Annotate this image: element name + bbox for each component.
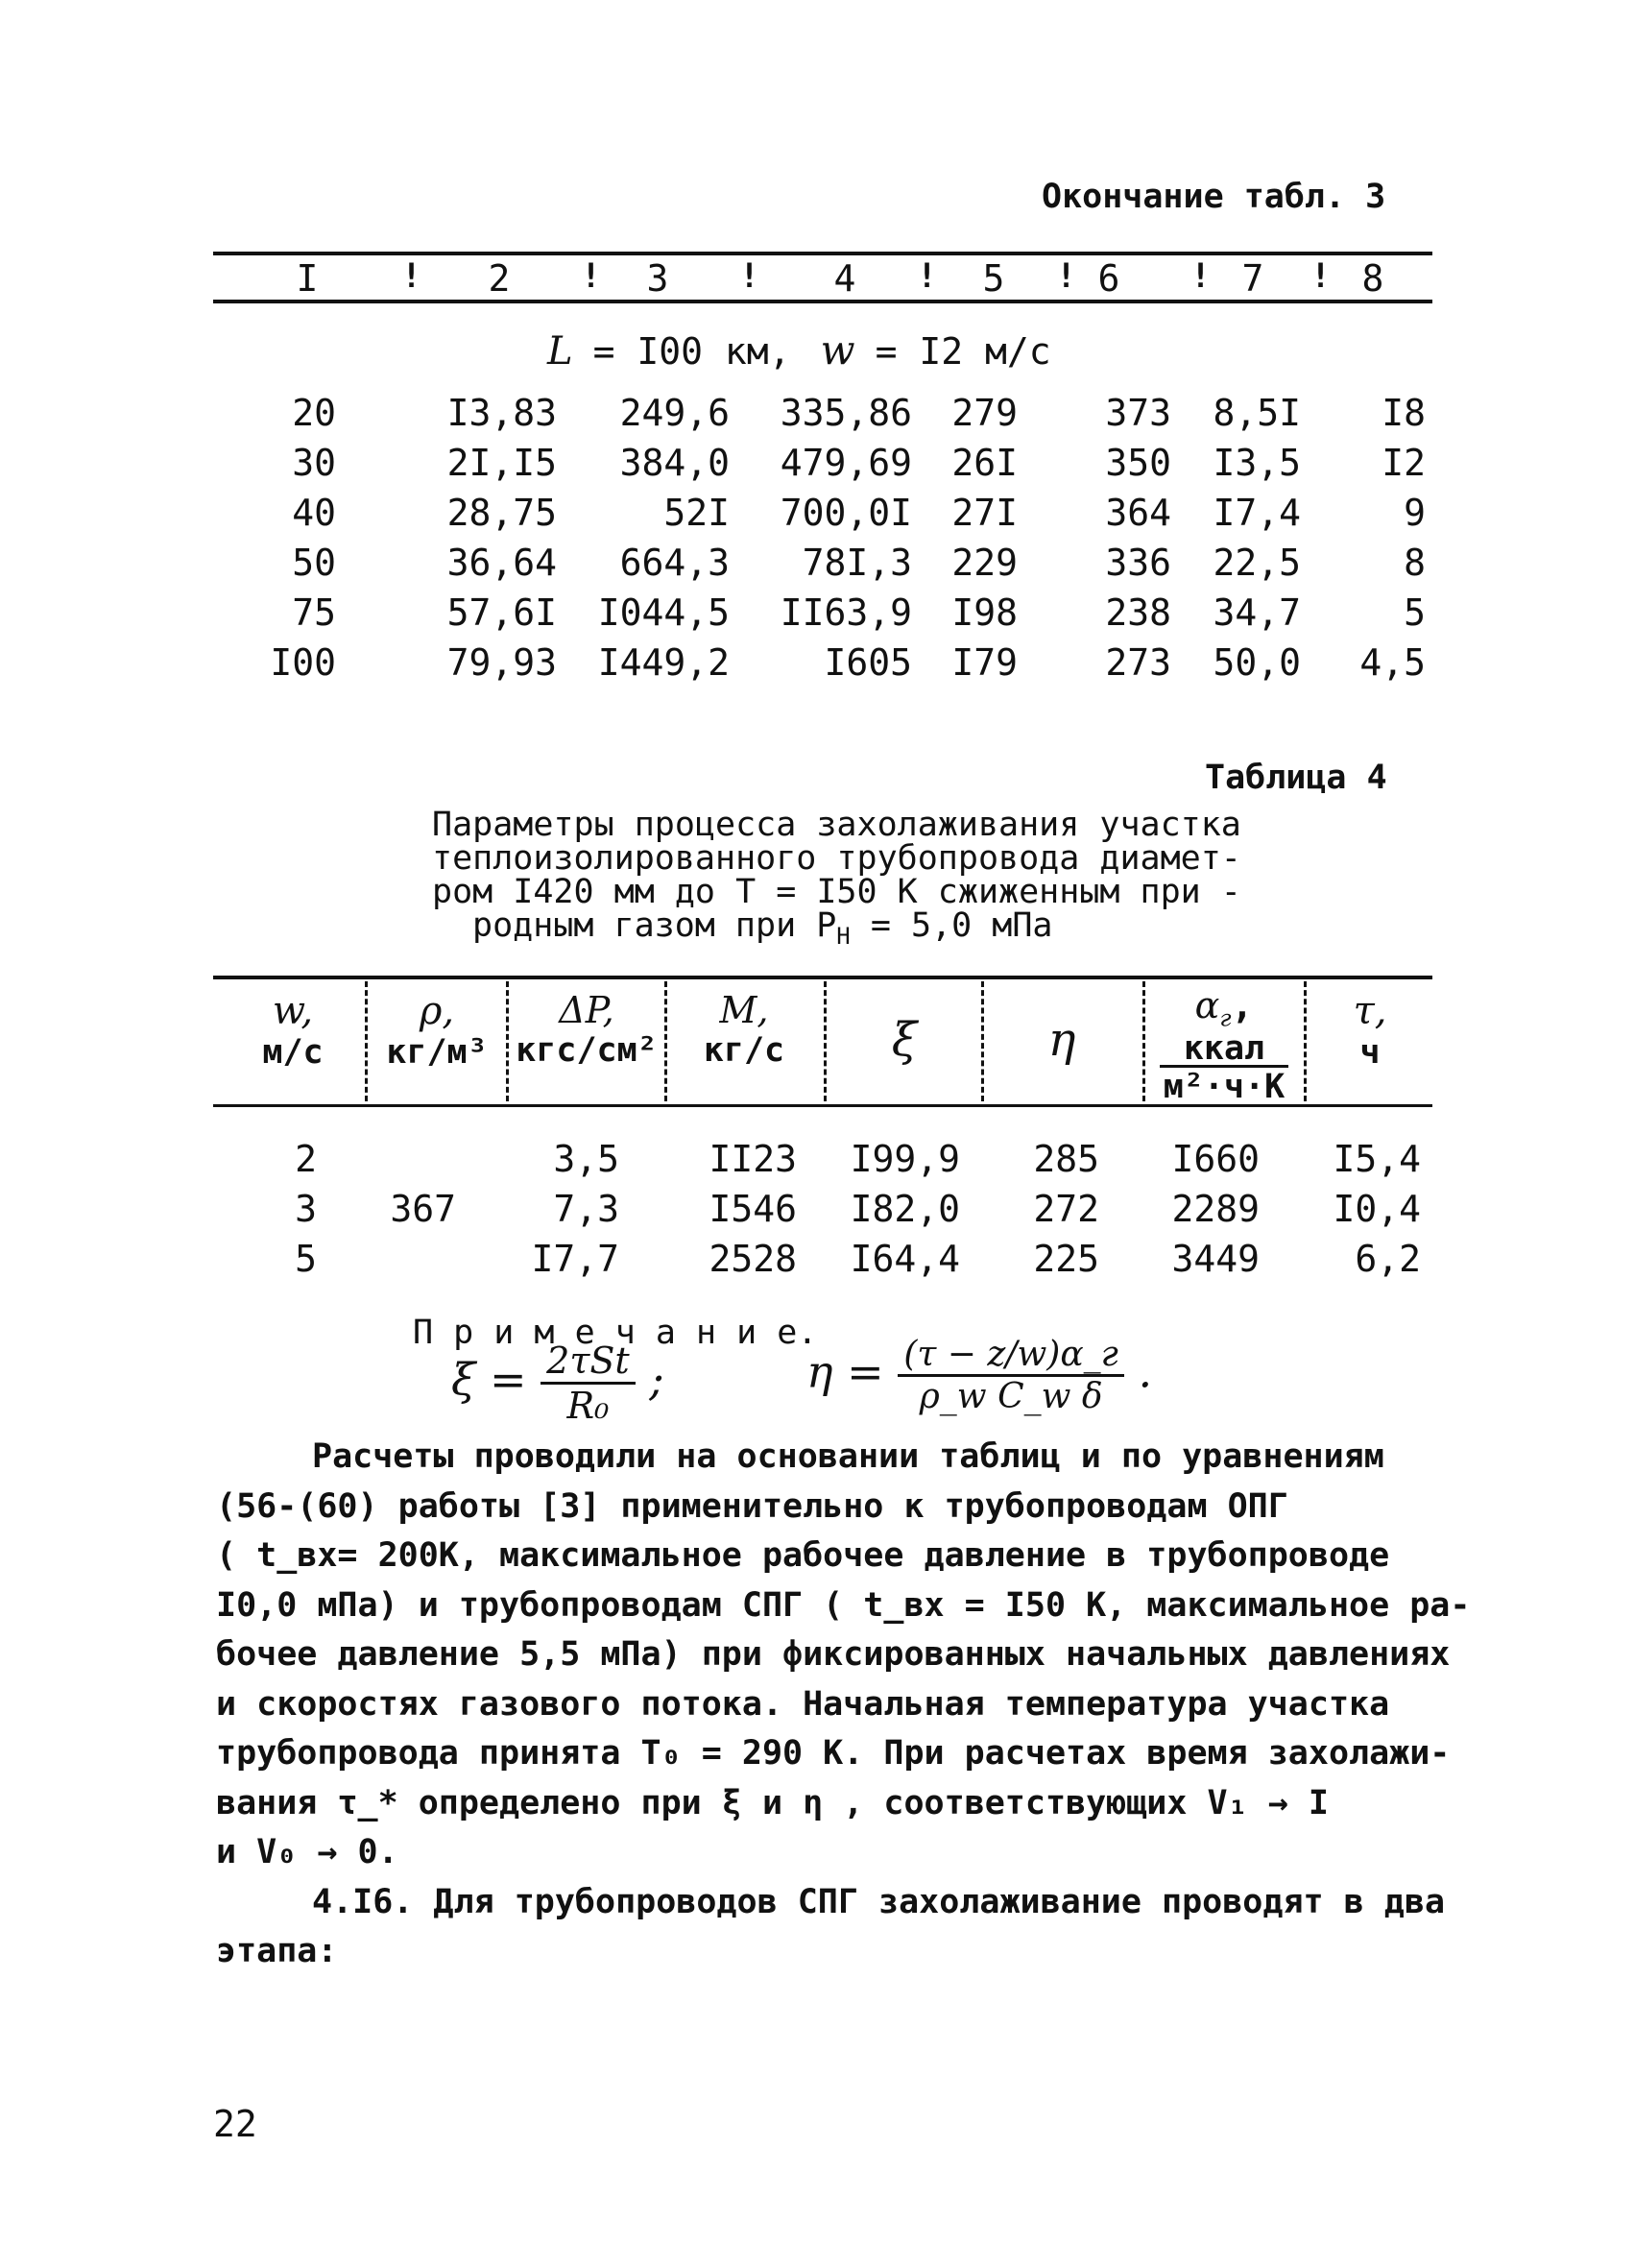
table3-cell: 335,86 bbox=[780, 392, 912, 434]
table3-top-rule bbox=[213, 252, 1432, 255]
table3-cell: 336 bbox=[1105, 542, 1171, 584]
body-line: и V₀ → 0. bbox=[216, 1833, 398, 1871]
header-xi: ξ bbox=[891, 1013, 918, 1067]
header-pressure-drop: ΔP, кгс/см² bbox=[516, 989, 658, 1070]
table3-header-cell: 6 bbox=[1097, 257, 1120, 300]
note-heading: П р и м е ч а н и е. bbox=[413, 1314, 818, 1352]
table4-cell: I7,7 bbox=[531, 1238, 619, 1280]
header-density: ρ, кг/м³ bbox=[386, 989, 488, 1072]
table3-cell: 9 bbox=[1404, 492, 1426, 534]
table3-cell: 229 bbox=[951, 542, 1018, 584]
body-line: ( t_вх= 200К, максимальное рабочее давление в трубопроводе bbox=[216, 1536, 1390, 1575]
table4-top-rule bbox=[213, 976, 1432, 979]
table3-cell: 28,75 bbox=[446, 492, 557, 534]
column-separator: ! bbox=[401, 257, 422, 296]
table3-cell: I7,4 bbox=[1213, 492, 1301, 534]
table4-cell: 272 bbox=[1033, 1188, 1099, 1230]
column-separator bbox=[824, 981, 827, 1101]
table4-cell: 7,3 bbox=[553, 1188, 619, 1230]
table3-header-cell: 7 bbox=[1241, 257, 1264, 300]
velocity-value: = I2 м/с bbox=[875, 330, 1051, 373]
body-line: I0,0 мПа) и трубопроводам СПГ ( t_вх = I50 К, максимальное ра- bbox=[216, 1585, 1471, 1625]
body-line: вания τ_* определено при ξ и η , соответствующих V₁ → I bbox=[216, 1783, 1329, 1822]
table4-title-line: Параметры процесса захолаживания участка bbox=[432, 806, 1241, 844]
table3-cell: 700,0I bbox=[780, 492, 912, 534]
table3-cell: 8 bbox=[1404, 542, 1426, 584]
table4-cell: I64,4 bbox=[850, 1238, 960, 1280]
body-paragraph bbox=[216, 1433, 1471, 1977]
table4-cell: I546 bbox=[709, 1188, 797, 1230]
header-heat-transfer: $\alpha_г$, ккал м²·ч·К bbox=[1146, 984, 1302, 1106]
table4-cell: 6,2 bbox=[1355, 1238, 1421, 1280]
table3-header-cell: I bbox=[296, 257, 319, 300]
length-value: = I00 км, bbox=[592, 330, 791, 373]
table3-cell: 384,0 bbox=[619, 442, 730, 484]
table3-cell: 20 bbox=[292, 392, 336, 434]
table3-cell: I79 bbox=[951, 641, 1018, 684]
table4-cell: 367 bbox=[390, 1188, 456, 1230]
body-line: 4.I6. Для трубопроводов СПГ захолаживание проводят в два bbox=[312, 1882, 1446, 1921]
body-line: Расчеты проводили на основании таблиц и по уравнениям bbox=[312, 1437, 1384, 1476]
header-mass-flow: M, кг/с bbox=[703, 989, 785, 1070]
table3-cell: 36,64 bbox=[446, 542, 557, 584]
table3-cell: I00 bbox=[270, 641, 336, 684]
column-separator: ! bbox=[1056, 257, 1077, 296]
table4-cell: 2528 bbox=[709, 1238, 797, 1280]
table3-cell: 273 bbox=[1105, 641, 1171, 684]
table3-header-cell: 4 bbox=[833, 257, 856, 300]
table3-header-cell: 8 bbox=[1361, 257, 1384, 300]
table4-cell: 285 bbox=[1033, 1138, 1099, 1180]
column-separator bbox=[981, 981, 984, 1101]
column-separator: ! bbox=[917, 257, 938, 296]
table4-cell: II23 bbox=[709, 1138, 797, 1180]
table3-cell: 75 bbox=[292, 591, 336, 634]
table3-cell: 26I bbox=[951, 442, 1018, 484]
page-number: 22 bbox=[213, 2103, 257, 2145]
table4-cell: 2 bbox=[295, 1138, 317, 1180]
table4-cell: I5,4 bbox=[1333, 1138, 1421, 1180]
table3-cell: 22,5 bbox=[1213, 542, 1301, 584]
length-symbol: L bbox=[547, 329, 573, 374]
header-eta: η bbox=[1047, 1013, 1076, 1067]
table3-cell: 4,5 bbox=[1359, 641, 1426, 684]
header-velocity: w, м/с bbox=[262, 989, 324, 1072]
table4-cell: I660 bbox=[1171, 1138, 1260, 1180]
table4-cell: 3,5 bbox=[553, 1138, 619, 1180]
table4-cell: 5 bbox=[295, 1238, 317, 1280]
table4-cell: I0,4 bbox=[1333, 1188, 1421, 1230]
column-separator: ! bbox=[739, 257, 760, 296]
table4-label: Таблица 4 bbox=[1205, 759, 1387, 797]
column-separator: ! bbox=[1310, 257, 1332, 296]
table3-cell: 664,3 bbox=[619, 542, 730, 584]
table3-cell: 373 bbox=[1105, 392, 1171, 434]
table3-cell: 279 bbox=[951, 392, 1018, 434]
table3-cell: I449,2 bbox=[597, 641, 730, 684]
table3-cell: I98 bbox=[951, 591, 1018, 634]
table3-cell: 5 bbox=[1404, 591, 1426, 634]
table3-cell: 238 bbox=[1105, 591, 1171, 634]
column-separator: ! bbox=[581, 257, 602, 296]
table3-header-rule bbox=[213, 300, 1432, 303]
column-separator bbox=[365, 981, 368, 1101]
table3-cell: I605 bbox=[824, 641, 912, 684]
table3-cell: 350 bbox=[1105, 442, 1171, 484]
table3-header-cell: 2 bbox=[488, 257, 511, 300]
header-time: τ, ч bbox=[1353, 989, 1387, 1072]
table3-cell: I2 bbox=[1382, 442, 1426, 484]
table3-cell: 479,69 bbox=[780, 442, 912, 484]
body-line: бочее давление 5,5 мПа) при фиксированных начальных давлениях bbox=[216, 1635, 1451, 1674]
eta-formula: η = $\frac{(\tau - z/w)\alpha\_г}{\text{ρ\_w C\_w δ}}$ . bbox=[806, 1335, 1153, 1416]
table4-cell: 2289 bbox=[1171, 1188, 1260, 1230]
table3-cell: 40 bbox=[292, 492, 336, 534]
body-line: и скоростях газового потока. Начальная температура участка bbox=[216, 1684, 1390, 1724]
table3-cell: II63,9 bbox=[780, 591, 912, 634]
table3-cell: 50,0 bbox=[1213, 641, 1301, 684]
column-separator: ! bbox=[1190, 257, 1212, 296]
table3-cell: 52I bbox=[663, 492, 730, 534]
table3-cell: 27I bbox=[951, 492, 1018, 534]
table3-subheader bbox=[547, 326, 1051, 374]
body-line: этапа: bbox=[216, 1932, 338, 1970]
table4-cell: I99,9 bbox=[850, 1138, 960, 1180]
table3-cell: 34,7 bbox=[1213, 591, 1301, 634]
column-separator bbox=[1304, 981, 1307, 1101]
table3-cell: 57,6I bbox=[446, 591, 557, 634]
table3-caption: Окончание табл. 3 bbox=[1042, 178, 1386, 216]
table3-cell: I3,83 bbox=[446, 392, 557, 434]
table4-title-line: теплоизолированного трубопровода диамет- bbox=[432, 839, 1241, 878]
table3-header-cell: 5 bbox=[982, 257, 1005, 300]
table3-cell: 2I,I5 bbox=[446, 442, 557, 484]
table3-cell: 78I,3 bbox=[802, 542, 912, 584]
table3-cell: 50 bbox=[292, 542, 336, 584]
table3-cell: 30 bbox=[292, 442, 336, 484]
table4-cell: I82,0 bbox=[850, 1188, 960, 1230]
table3-cell: 79,93 bbox=[446, 641, 557, 684]
table3-cell: 364 bbox=[1105, 492, 1171, 534]
table3-cell: I044,5 bbox=[597, 591, 730, 634]
table4-title bbox=[432, 808, 1241, 953]
table4-cell: 3 bbox=[295, 1188, 317, 1230]
table3-cell: 8,5I bbox=[1213, 392, 1301, 434]
body-line: трубопровода принята Т₀ = 290 К. При расчетах время захолажи- bbox=[216, 1734, 1451, 1773]
xi-formula: ξ = $\frac{\text{2τSt}}{\text{R₀}}$ ; bbox=[451, 1339, 664, 1427]
table4-title-line: ром I420 мм до Т = I50 К сжиженным при - bbox=[432, 873, 1241, 911]
table4-title-line: родным газом при $Р_Н = 5,0$ мПа bbox=[472, 906, 1053, 950]
table4-cell: 3449 bbox=[1171, 1238, 1260, 1280]
column-separator bbox=[1142, 981, 1145, 1101]
table3-cell: 249,6 bbox=[619, 392, 730, 434]
velocity-symbol: w bbox=[820, 326, 855, 374]
table3-cell: I3,5 bbox=[1213, 442, 1301, 484]
table3-cell: I8 bbox=[1382, 392, 1426, 434]
body-line: (56-(60) работы [3] применительно к трубопроводам ОПГ bbox=[216, 1486, 1288, 1526]
table4-cell: 225 bbox=[1033, 1238, 1099, 1280]
table3-header-cell: 3 bbox=[646, 257, 669, 300]
